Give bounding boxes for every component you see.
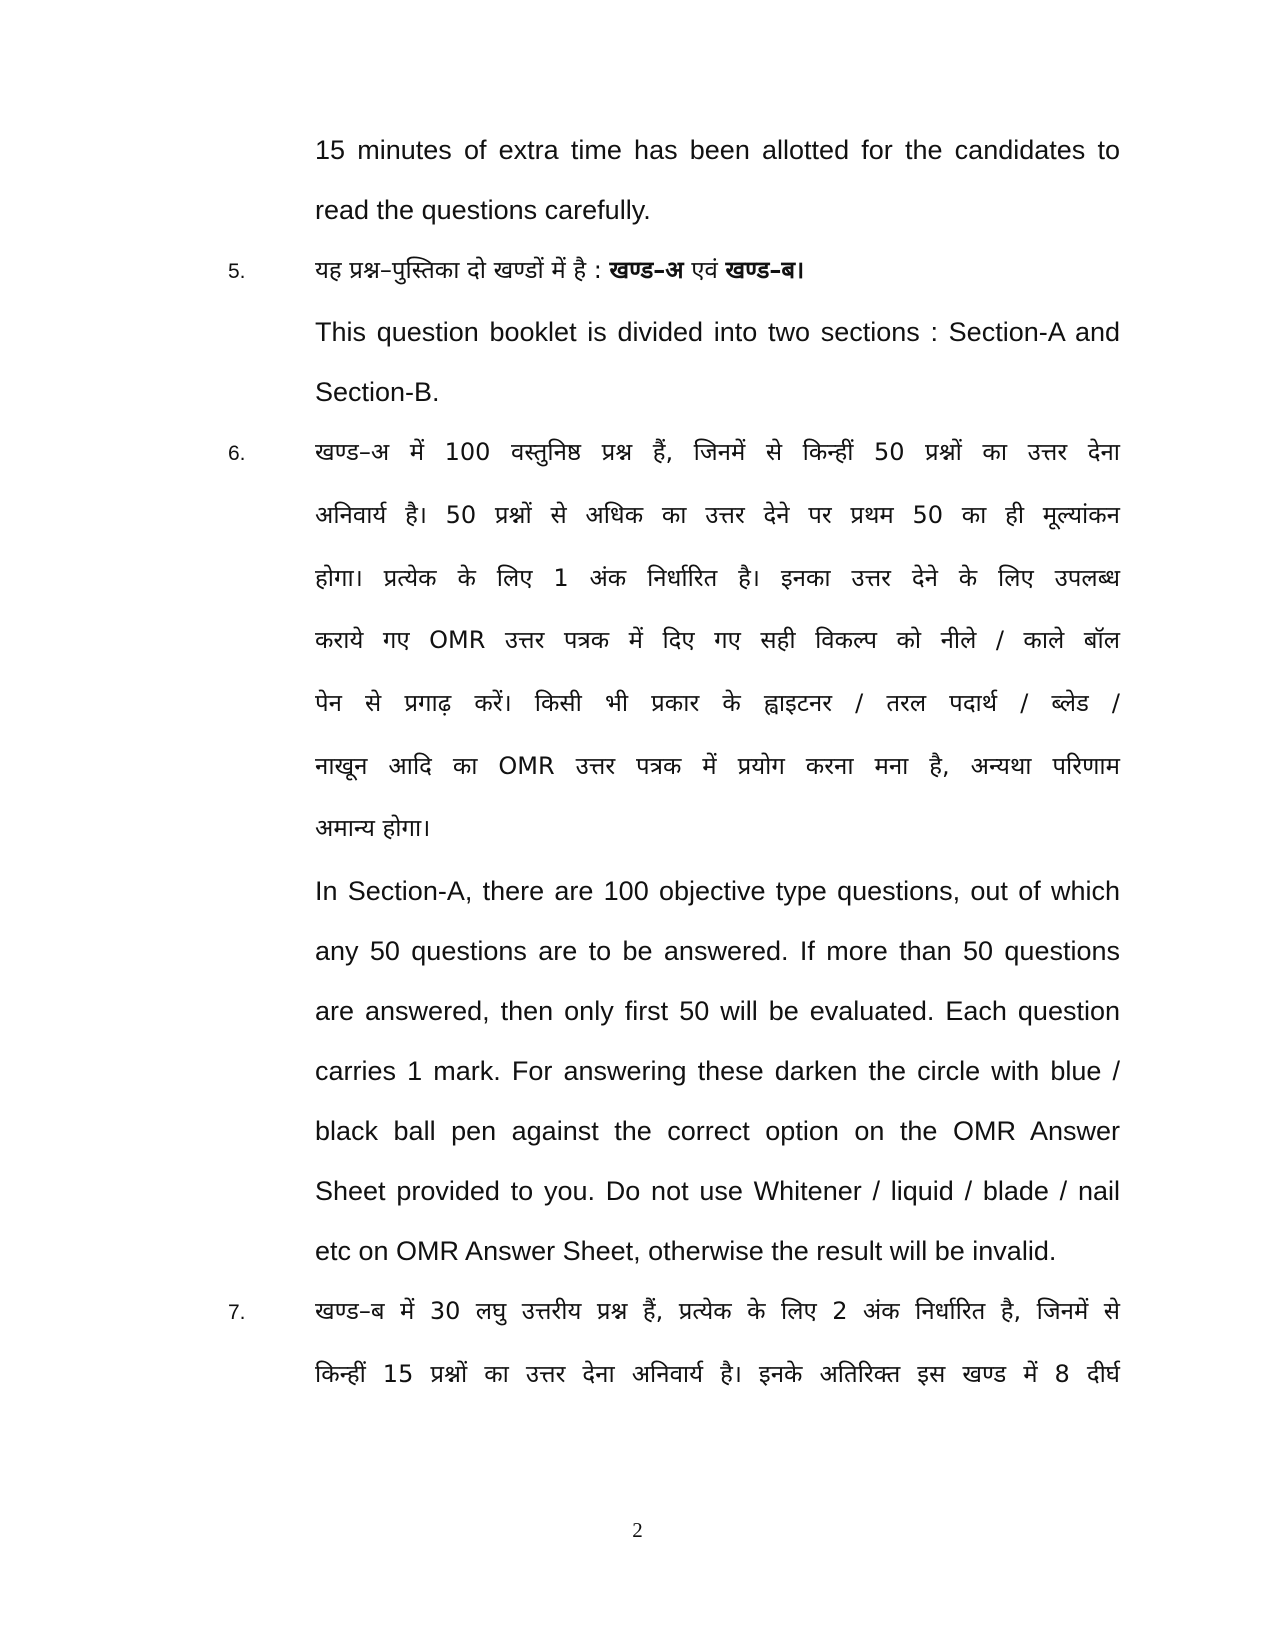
item-6-number: 6. [228, 442, 246, 465]
item-6-english-line-7: etc on OMR Answer Sheet, otherwise the result will be invalid. [315, 1236, 1057, 1266]
item-7-number: 7. [228, 1301, 246, 1324]
intro-line-2: read the questions carefully. [315, 195, 651, 225]
item-6-english-line-3: are answered, then only first 50 will be evaluated. Each question [315, 996, 1120, 1026]
item-6-english-line-4: carries 1 mark. For answering these darken the circle with blue / [315, 1056, 1120, 1086]
item-6-hindi-line-4: कराये गए OMR उत्तर पत्रक में दिए गए सही विकल्प को नीले / काले बॉल [315, 626, 1120, 654]
item-6-hindi-line-1: खण्ड–अ में 100 वस्तुनिष्ठ प्रश्न हैं, जिनमें से किन्हीं 50 प्रश्नों का उत्तर देना [315, 438, 1120, 466]
item-5-hindi-and: एवं [683, 256, 726, 284]
intro-line-1: 15 minutes of extra time has been allotted for the candidates to [315, 135, 1120, 165]
item-6-hindi-line-6: नाखून आदि का OMR उत्तर पत्रक में प्रयोग करना मना है, अन्यथा परिणाम [315, 752, 1120, 780]
item-5-english-line-2: Section-B. [315, 377, 440, 407]
item-7-hindi-line-1: खण्ड–ब में 30 लघु उत्तरीय प्रश्न हैं, प्रत्येक के लिए 2 अंक निर्धारित है, जिनमें से [315, 1297, 1120, 1325]
item-6-english-line-6: Sheet provided to you. Do not use Whitener / liquid / blade / nail [315, 1176, 1120, 1206]
item-5-hindi-section-b: खण्ड–ब। [725, 256, 805, 284]
page-number: 2 [632, 1518, 643, 1542]
item-5-hindi-prefix: यह प्रश्न–पुस्तिका दो खण्डों में है : [315, 256, 610, 284]
item-6-hindi-line-2: अनिवार्य है। 50 प्रश्नों से अधिक का उत्तर देने पर प्रथम 50 का ही मूल्यांकन [315, 501, 1120, 529]
item-6-english-line-5: black ball pen against the correct option on the OMR Answer [315, 1116, 1120, 1146]
item-6-hindi-line-7: अमान्य होगा। [315, 814, 431, 842]
item-5-hindi [315, 252, 1120, 288]
item-5-number: 5. [228, 260, 246, 283]
item-7-hindi-line-2: किन्हीं 15 प्रश्नों का उत्तर देना अनिवार्य है। इनके अतिरिक्त इस खण्ड में 8 दीर्घ [315, 1360, 1120, 1388]
item-6-hindi-line-3: होगा। प्रत्येक के लिए 1 अंक निर्धारित है। इनका उत्तर देने के लिए उपलब्ध [315, 564, 1120, 592]
item-6-english-line-2: any 50 questions are to be answered. If more than 50 questions [315, 936, 1120, 966]
item-6-hindi-line-5: पेन से प्रगाढ़ करें। किसी भी प्रकार के ह्वाइटनर / तरल पदार्थ / ब्लेड / [315, 689, 1120, 717]
item-5-hindi-section-a: खण्ड–अ [609, 256, 684, 284]
item-5-english-line-1: This question booklet is divided into two sections : Section-A and [315, 317, 1120, 347]
item-6-english-line-1: In Section-A, there are 100 objective type questions, out of which [315, 876, 1120, 906]
